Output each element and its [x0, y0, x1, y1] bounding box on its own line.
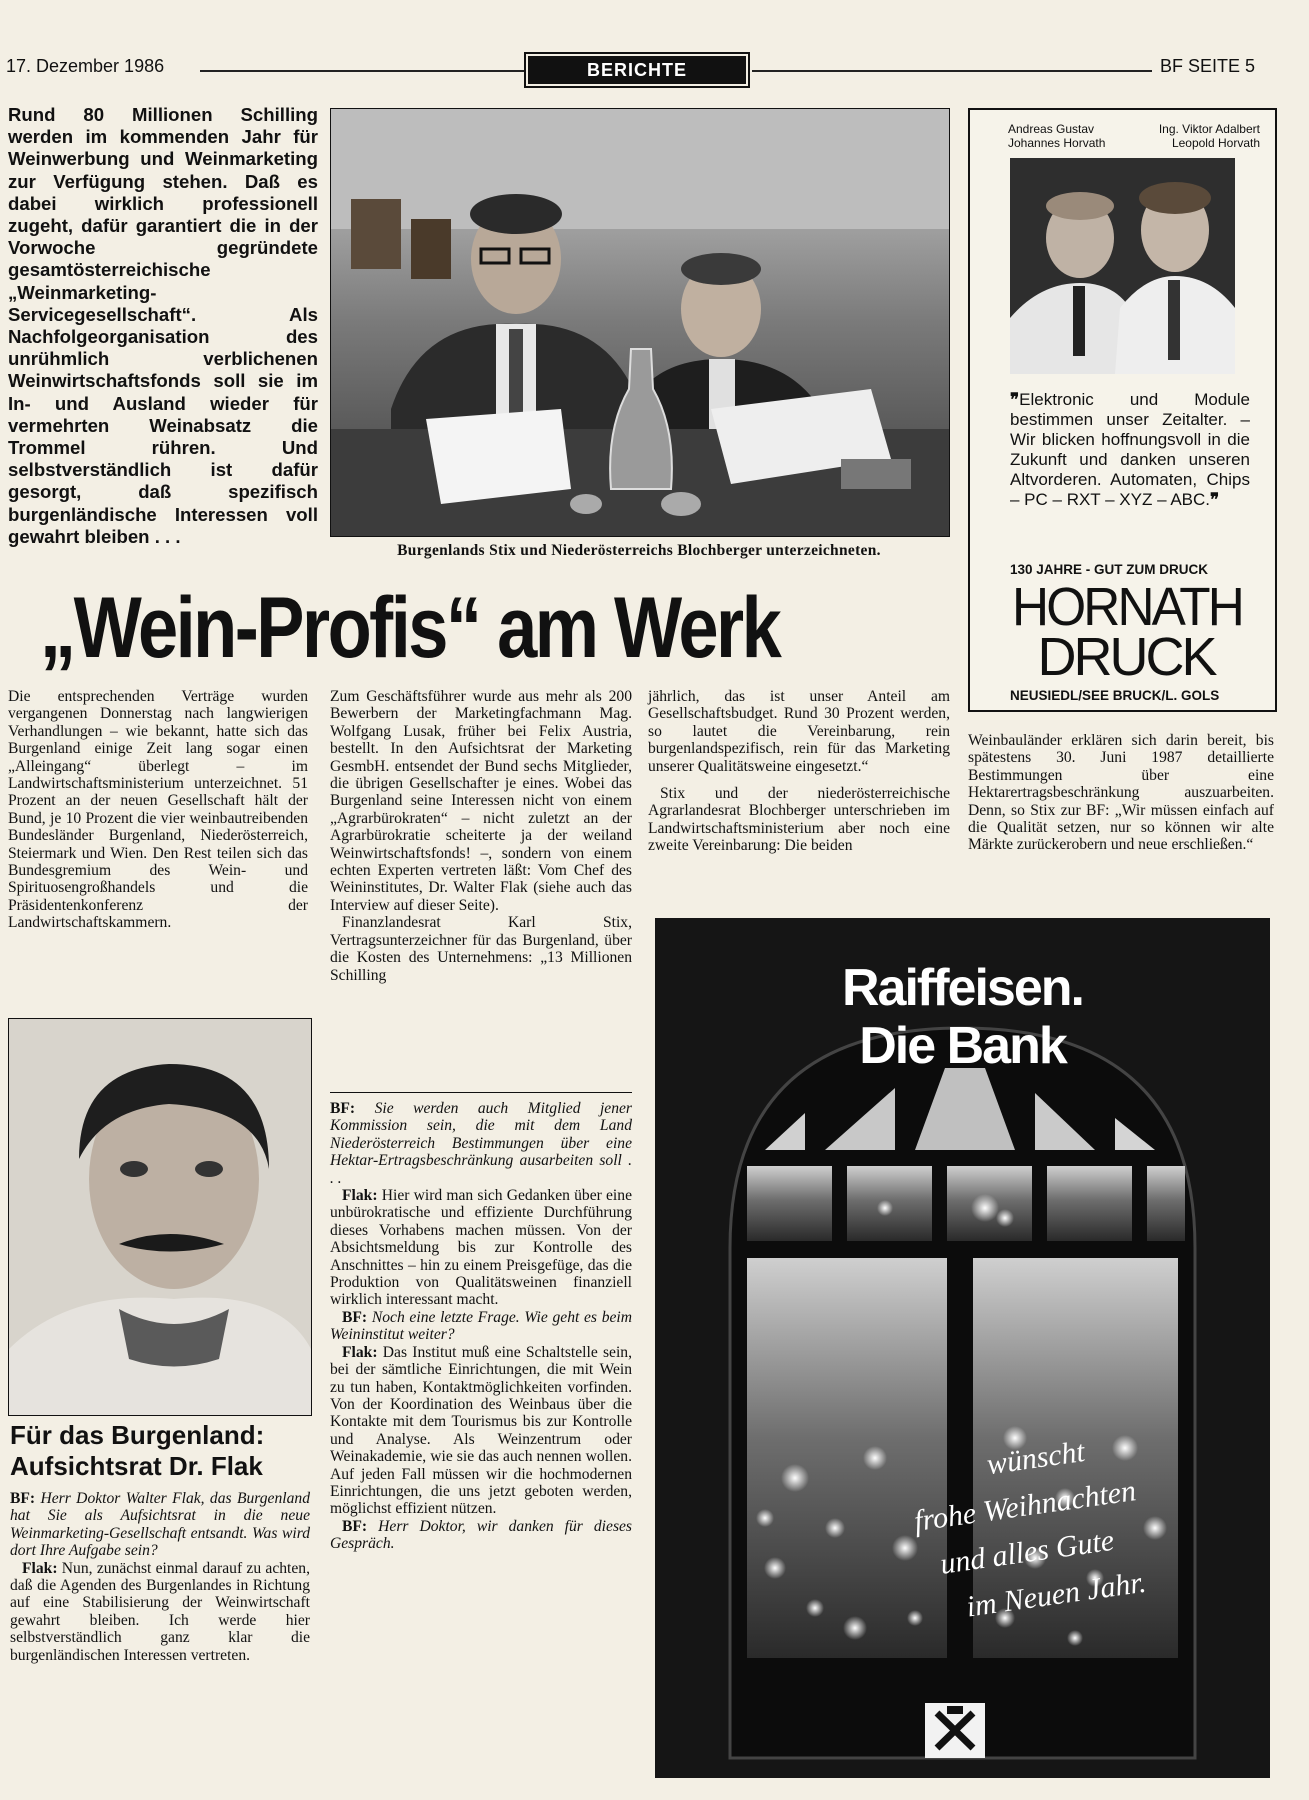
- raiffeisen-brand: Raiffeisen.: [842, 959, 1083, 1017]
- interview-column-left: [10, 1490, 310, 1664]
- quote-open-mark: ❞: [1010, 390, 1020, 409]
- headline: „Wein-Profis“ am Werk: [40, 580, 780, 676]
- photo-caption: Burgenlands Stix und Niederösterreichs Blochberger unterzeichneten.: [397, 542, 881, 559]
- article-column-4: [968, 732, 1274, 854]
- question-label: BF:: [10, 1490, 36, 1507]
- issue-date: 17. Dezember 1986: [6, 56, 165, 76]
- answer-label: Flak:: [22, 1559, 58, 1577]
- interview-question-4: [330, 1518, 632, 1553]
- col2-paragraph-1: Zum Geschäftsführer wurde aus mehr als 200 Bewerbern der Marketingfachmann Mag. Wolfgang Lusak, früher bei Felix Austria, bestellt. In den Aufsichtsrat der Marketing GesmbH. entsendet der Bund sechs Mitglieder, die übrigen Gesellschafter je eines. Wobei das Burgenland seine Interessen nicht von einem „Agrarbürokraten“ – nicht zuletzt an der Agrarbürokratie scheiterte ja der weiland Weinwirtschaftsfonds! –, sondern von einem echten Experten vertreten läßt: Vom Chef des Weininstitutes, Dr. Walter Flak (siehe auch das Interview auf dieser Seite).: [330, 688, 632, 914]
- question-label: BF:: [330, 1100, 356, 1117]
- interview-question-1: [10, 1490, 310, 1560]
- interview-answer-3: [330, 1344, 632, 1518]
- hornath-logo-line1: HORNATH: [1012, 577, 1242, 637]
- interview-question-2: [330, 1100, 632, 1187]
- signing-photo-image: [331, 109, 949, 536]
- question-4-text: Herr Doktor, wir danken für dieses Gespräch.: [330, 1517, 632, 1553]
- answer-1-text: Nun, zunächst einmal darauf zu achten, daß die Agenden des Burgenlandes in Richtung auf eine Stabilisierung der Weinwirtschaft gewahrt bleiben. Ich werde hier selbstverständlich ganz klar die burgenländischen Interessen vertreten.: [10, 1559, 310, 1664]
- header-rule-right: [752, 70, 1152, 72]
- col2-paragraph-2: Finanzlandesrat Karl Stix, Vertragsunterzeichner für das Burgenland, über die Kosten des Unternehmens: „13 Millionen Schilling: [330, 914, 632, 984]
- horvath-brothers-image: [1010, 158, 1235, 374]
- hornath-ad: [968, 108, 1277, 712]
- raiffeisen-slogan: Die Bank: [859, 1017, 1066, 1075]
- greeting-line-3: und alles Gute: [938, 1523, 1117, 1581]
- answer-label: Flak:: [342, 1187, 378, 1205]
- interview-separator: [330, 1092, 632, 1093]
- question-label: BF:: [342, 1517, 368, 1535]
- hornath-logo-line2: DRUCK: [1037, 627, 1215, 687]
- answer-label: Flak:: [342, 1343, 378, 1361]
- interview-answer-2: [330, 1187, 632, 1309]
- ad-quote-text: Elektronic und Module bestimmen unser Zeitalter. – Wir blicken hoffnungsvoll in die Zukunft und danken unseren Altvorderen. Automaten, Chips – PC – RXT – XYZ – ABC.: [1010, 390, 1250, 509]
- col1-paragraph: Die entsprechenden Verträge wurden vergangenen Donnerstag nach langwierigen Verhandlungen – wie bekannt, hatte sich das Burgenland einige Zeit lang sogar einen „Alleingang“ überlegt – im Landwirtschaftsministerium unterzeichnet. 51 Prozent an der neuen Gesellschaft hält der Bund, je 10 Prozent die vier weinbautreibenden Bundesländer Burgenland, Niederösterreich, Steiermark und Wien. Den Rest teilen sich das Bundesgremium des Wein- und Spirituosengroßhandels und die Präsidentenkonferenz der Landwirtschaftskammern.: [8, 688, 308, 932]
- flak-portrait-photo: [8, 1018, 312, 1416]
- flak-heading: Für das Burgenland: Aufsichtsrat Dr. Flak: [10, 1420, 265, 1481]
- greeting-line-2: frohe Weihnachten: [911, 1474, 1138, 1538]
- header-rule-left: [200, 70, 526, 72]
- greeting-line-4: im Neuen Jahr.: [964, 1565, 1149, 1624]
- greeting-line-1: wünscht: [984, 1434, 1087, 1482]
- article-column-1: [8, 688, 308, 932]
- horvath-brothers-photo: [1010, 158, 1235, 374]
- col3-paragraph-1: jährlich, das ist unser Anteil am Gesellschaftsbudget. Rund 30 Prozent werden, so lautet die Vereinbarung, rein burgenlandspezifisch, rein für das Marketing unserer Qualitätsweine eingesetzt.“: [648, 688, 950, 775]
- answer-2-text: Hier wird man sich Gedanken über eine unbürokratische und effiziente Durchführung dieses Vorhabens machen müssen. Von der Absichtsmeldung bis zur Kontrolle des Anschnittes – hin zu einem Preisgefüge, das die Produktion von Qualitätsweinen finanziell wirklich interessant macht.: [330, 1187, 632, 1309]
- ad-address: NEUSIEDL/SEE BRUCK/L. GOLS: [1010, 688, 1220, 703]
- interview-column-middle: [330, 1100, 632, 1553]
- signing-photo: [330, 108, 950, 537]
- section-label: BERICHTE: [528, 56, 746, 84]
- page-number: BF SEITE 5: [1160, 56, 1256, 76]
- interview-answer-1: [10, 1560, 310, 1664]
- question-1-text: Herr Doktor Walter Flak, das Burgenland hat Sie als Aufsichtsrat in die neue Weinmarketing-Gesellschaft entsandt. Was wird dort Ihre Aufgabe sein?: [10, 1490, 311, 1560]
- answer-3-text: Das Institut muß eine Schaltstelle sein, bei der sämtliche Einrichtungen, die mit Wein zu tun haben, Kontaktmöglichkeiten vorfinden. Von der Koordination des Weinbaus über die Kontakte mit dem Tourismus bis zur Kontrolle und Analyse. Als Weinzentrum oder Weinakademie, wie sie das auch nennen wollen. Auf jeden Fall müssen wir die hochmodernen Einrichtungen, die uns jetzt geboten werden, möglichst effizient nützen.: [330, 1343, 632, 1518]
- article-column-3: [648, 688, 950, 855]
- quote-close-mark: ❞: [1210, 490, 1220, 509]
- question-3-text: Noch eine letzte Frage. Wie geht es beim Weininstitut weiter?: [330, 1308, 633, 1344]
- col3-paragraph-2: Stix und der niederösterreichische Agrarlandesrat Blochberger unterschrieben im Landwirtschaftsministerium aber noch eine zweite Vereinbarung: Die beiden: [648, 785, 950, 855]
- ad-name-left: Andreas Gustav Johannes Horvath: [1008, 122, 1106, 150]
- lead-paragraph: Rund 80 Millionen Schilling werden im kommenden Jahr für Weinwerbung und Weinmarketing zur Verfügung stehen. Daß es dabei wirklich professionell zugeht, dafür garantiert die in der Vorwoche gegründete gesamtösterreichische „Weinmarketing-Servicegesellschaft“. Als Nachfolgeorganisation des unrühmlich verblichenen Weinwirtschaftsfonds soll sie im In- und Ausland wieder für vermehrten Weinabsatz die Trommel rühren. Und selbstverständlich ist dafür gesorgt, daß spezifisch burgenländische Interessen voll gewahrt bleiben . . .: [8, 104, 318, 547]
- ad-quote: [1010, 390, 1250, 510]
- interview-question-3: [330, 1309, 632, 1344]
- col4-paragraph: Weinbauländer erklären sich darin bereit, bis spätestens 30. Juni 1987 detaillierte Bestimmungen über eine Hektarertragsbeschränkung auszuarbeiten. Denn, so Stix zur BF: „Wir müssen einfach auf die Qualität setzen, nur so können wir alte Märkte zurückerobern und neue erschließen.“: [968, 732, 1274, 854]
- ad-tagline: 130 JAHRE - GUT ZUM DRUCK: [1010, 562, 1209, 577]
- raiffeisen-ad: [655, 918, 1270, 1778]
- question-label: BF:: [342, 1308, 368, 1326]
- question-2-text: Sie werden auch Mitglied jener Kommission sein, die mit dem Land Niederösterreich Bestimmungen über eine Hektar-Ertragsbeschränkung ausarbeiten soll . . .: [330, 1100, 632, 1187]
- ad-name-right: Ing. Viktor Adalbert Leopold Horvath: [1158, 122, 1260, 150]
- flak-portrait-image: [9, 1019, 311, 1415]
- article-column-2: [330, 688, 632, 984]
